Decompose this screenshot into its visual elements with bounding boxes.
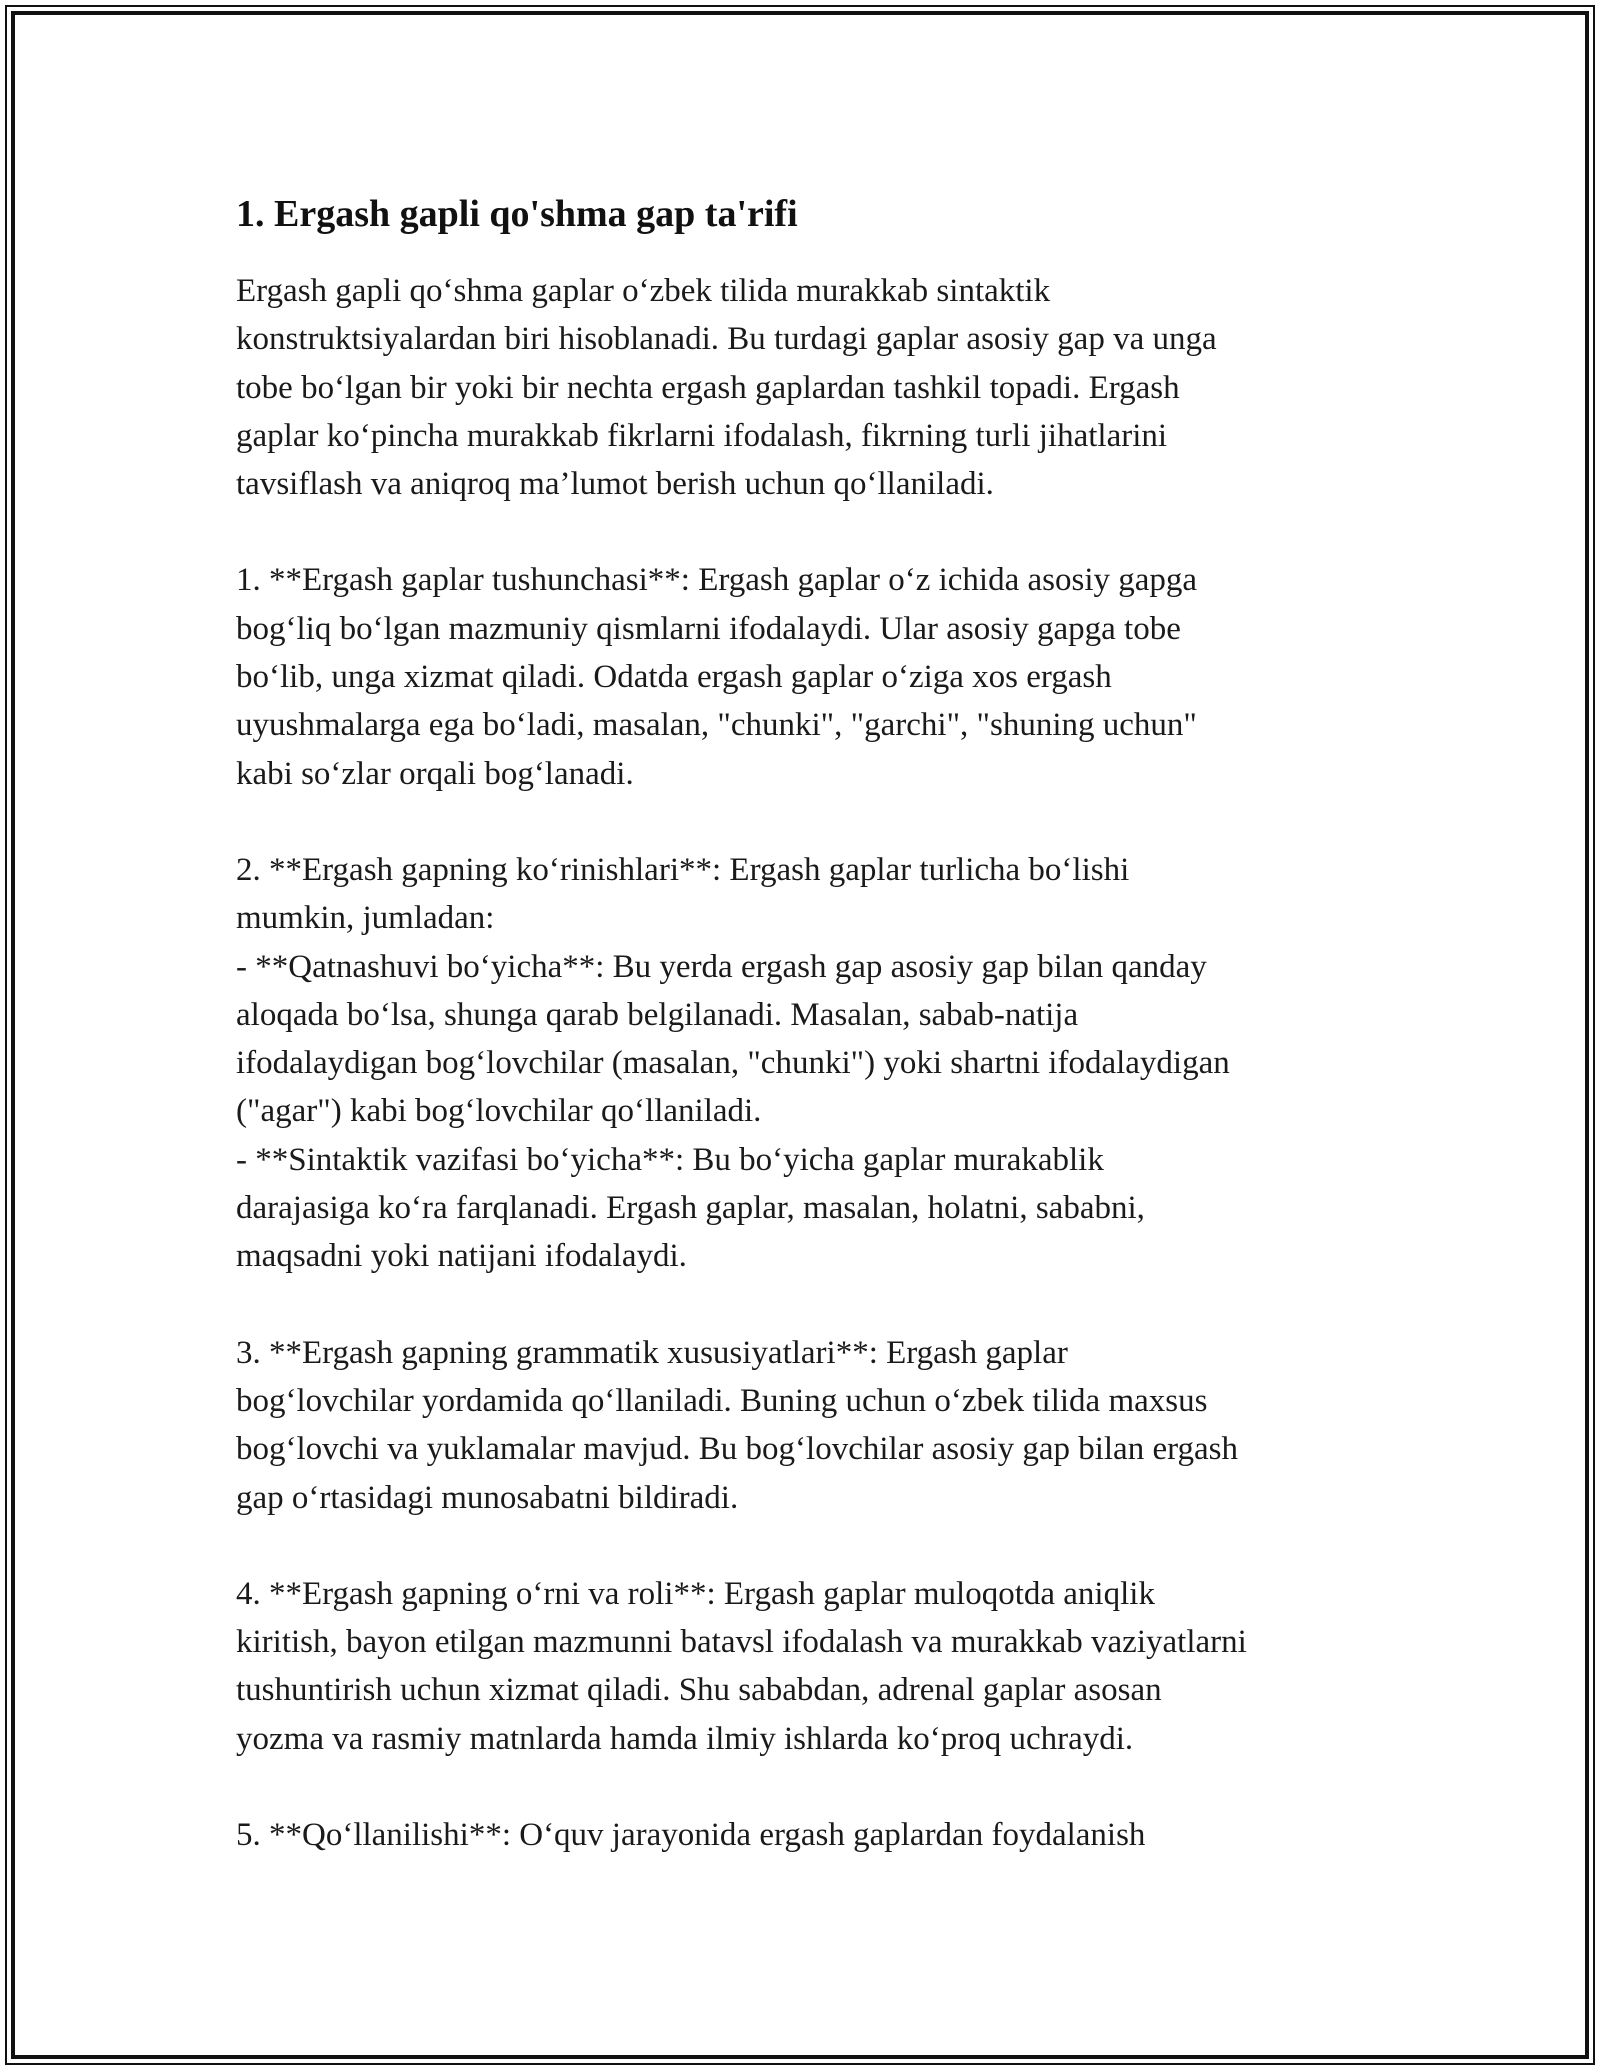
point-5-paragraph: 5. **Qo‘llanilishi**: O‘quv jarayonida ergash gaplardan foydalanish (236, 1817, 1146, 1854)
point-4-paragraph: 4. **Ergash gapning o‘rni va roli**: Ergash gaplar muloqotda aniqlik kiritish, bayon etilgan mazmunni batavsl ifodalash va murakkab vaziyatlarni tushuntirish uchun xizmat qiladi. Shu sababdan, adrenal gaplar asosan yozma va rasmiy matnlarda hamda ilmiy ishlarda ko‘proq uchraydi. (236, 1575, 1247, 1757)
paragraph-spacer (236, 1522, 1366, 1570)
paragraph-spacer (236, 798, 1366, 846)
paragraph-spacer (236, 508, 1366, 556)
document-body (236, 185, 1366, 1859)
section-heading: 1. Ergash gapli qo'shma gap ta'rifi (236, 193, 798, 235)
point-3-paragraph: 3. **Ergash gapning grammatik xususiyatlari**: Ergash gaplar bog‘lovchilar yordamida qo‘llaniladi. Buning uchun o‘zbek tilida maxsus bog‘lovchi va yuklamalar mavjud. Bu bog‘lovchilar asosiy gap bilan ergash gap o‘rtasidagi munosabatni bildiradi. (236, 1334, 1238, 1516)
point-1-paragraph: 1. **Ergash gaplar tushunchasi**: Ergash gaplar o‘z ichida asosiy gapga bog‘liq bo‘lgan mazmuniy qismlarni ifodalaydi. Ular asosiy gapga tobe bo‘lib, unga xizmat qiladi. Odatda ergash gaplar o‘ziga xos ergash uyushmalarga ega bo‘ladi, masalan, "chunki", "garchi", "shuning uchun" kabi so‘zlar orqali bog‘lanadi. (236, 562, 1198, 792)
paragraph-spacer (236, 1281, 1366, 1329)
paragraph-spacer (236, 1763, 1366, 1811)
intro-paragraph: Ergash gapli qo‘shma gaplar o‘zbek tilida murakkab sintaktik konstruktsiyalardan biri hisoblanadi. Bu turdagi gaplar asosiy gap va unga tobe bo‘lgan bir yoki bir nechta ergash gaplardan tashkil topadi. Ergash gaplar ko‘pincha murakkab fikrlarni ifodalash, fikrning turli jihatlarini tavsiflash va aniqroq ma’lumot berish uchun qo‘llaniladi. (236, 273, 1217, 503)
point-2-paragraph: 2. **Ergash gapning ko‘rinishlari**: Ergash gaplar turlicha bo‘lishi mumkin, jumladan: - **Qatnashuvi bo‘yicha**: Bu yerda ergash gap asosiy gap bilan qanday aloqada bo‘lsa, shunga qarab belgilanadi. Masalan, sabab-natija ifodalaydigan bog‘lovchilar (masalan, "chunki") yoki shartni ifodalaydigan ("agar") kabi bog‘lovchilar qo‘llaniladi. - **Sintaktik vazifasi bo‘yicha**: Bu bo‘yicha gaplar murakablik darajasiga ko‘ra farqlanadi. Ergash gaplar, masalan, holatni, sababni, maqsadni yoki natijani ifodalaydi. (236, 851, 1230, 1275)
